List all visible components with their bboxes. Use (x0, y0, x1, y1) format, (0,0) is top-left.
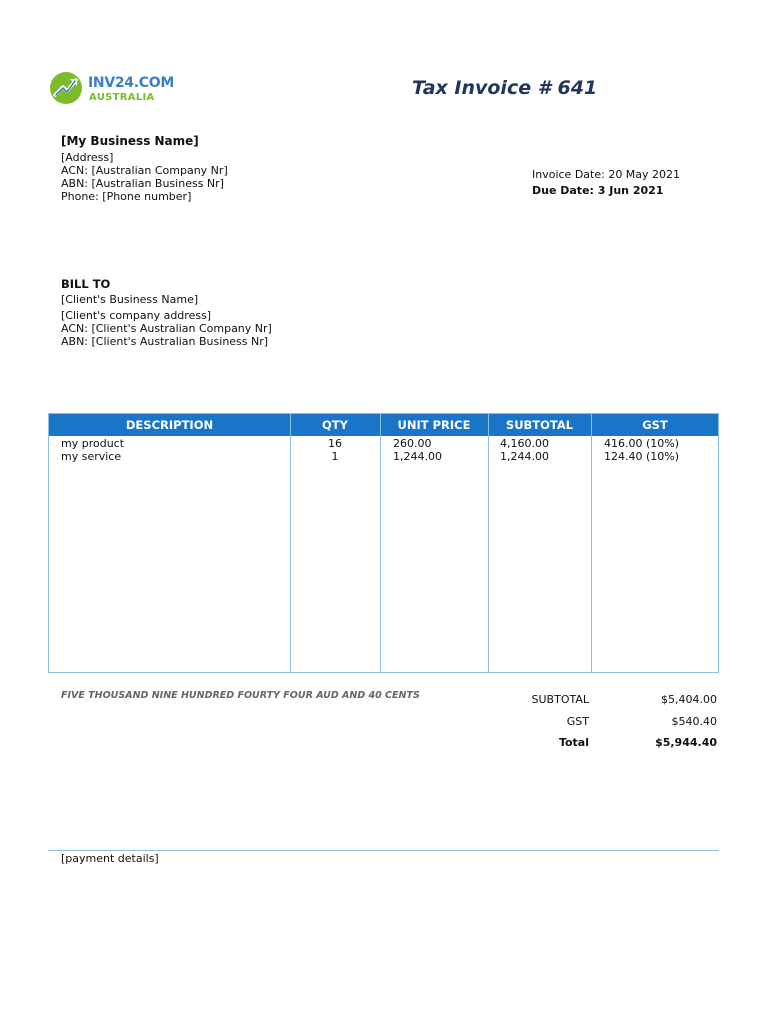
footer-divider (48, 850, 719, 851)
logo-country-text: AUSTRALIA (89, 92, 155, 103)
row-gst: 416.00 (10%) (604, 437, 680, 450)
subtotal-value: $5,404.00 (661, 693, 717, 706)
row-qty: 16 (328, 437, 342, 450)
header-description: DESCRIPTION (125, 418, 214, 432)
business-details (61, 133, 228, 203)
due-date: Due Date: 3 Jun 2021 (532, 184, 664, 197)
client-address: [Client's company address] (61, 309, 212, 322)
row-qty: 1 (331, 450, 339, 463)
row-subtotal: 4,160.00 (500, 437, 549, 450)
totals-block (500, 693, 720, 758)
logo-arrow-icon (49, 71, 83, 105)
client-abn: ABN: [Client's Australian Business Nr] (61, 335, 269, 348)
bill-to-section (61, 277, 272, 348)
subtotal-label: SUBTOTAL (531, 693, 589, 706)
total-row (500, 736, 720, 758)
row-description: my product (61, 437, 125, 450)
logo-brand-text: INV24.COM (88, 75, 174, 91)
gst-value: $540.40 (671, 714, 717, 728)
business-acn: ACN: [Australian Company Nr] (61, 164, 228, 177)
header-unit-price: UNIT PRICE (397, 418, 471, 432)
payment-details: [payment details] (61, 852, 159, 865)
header-subtotal: SUBTOTAL (505, 418, 574, 432)
client-business-name: [Client's Business Name] (61, 293, 199, 306)
invoice-title: Tax Invoice # 641 (412, 77, 598, 99)
business-abn: ABN: [Australian Business Nr] (61, 177, 224, 190)
header-qty: QTY (322, 418, 348, 432)
row-unit-price: 260.00 (393, 437, 432, 450)
bill-to-heading: BILL TO (61, 277, 111, 291)
gst-row (500, 715, 720, 737)
amount-in-words: FIVE THOUSAND NINE HUNDRED FOURTY FOUR AUD AND 40 CENTS (61, 690, 420, 701)
row-unit-price: 1,244.00 (393, 450, 442, 463)
gst-label: GST (566, 714, 589, 728)
row-subtotal: 1,244.00 (500, 450, 549, 463)
business-phone: Phone: [Phone number] (61, 190, 192, 203)
total-value: $5,944.40 (655, 736, 717, 749)
invoice-dates (532, 167, 680, 199)
row-gst: 124.40 (10%) (604, 450, 680, 463)
business-address: [Address] (61, 151, 114, 164)
line-items-table (48, 413, 719, 673)
business-name: [My Business Name] (61, 134, 199, 148)
row-description: my service (61, 450, 122, 463)
subtotal-row (500, 693, 720, 715)
header-gst: GST (642, 418, 668, 432)
client-acn: ACN: [Client's Australian Company Nr] (61, 322, 272, 335)
company-logo (49, 69, 174, 107)
total-label: Total (558, 736, 589, 749)
invoice-date: Invoice Date: 20 May 2021 (532, 168, 681, 181)
table-row (49, 437, 718, 450)
table-row (49, 450, 718, 463)
